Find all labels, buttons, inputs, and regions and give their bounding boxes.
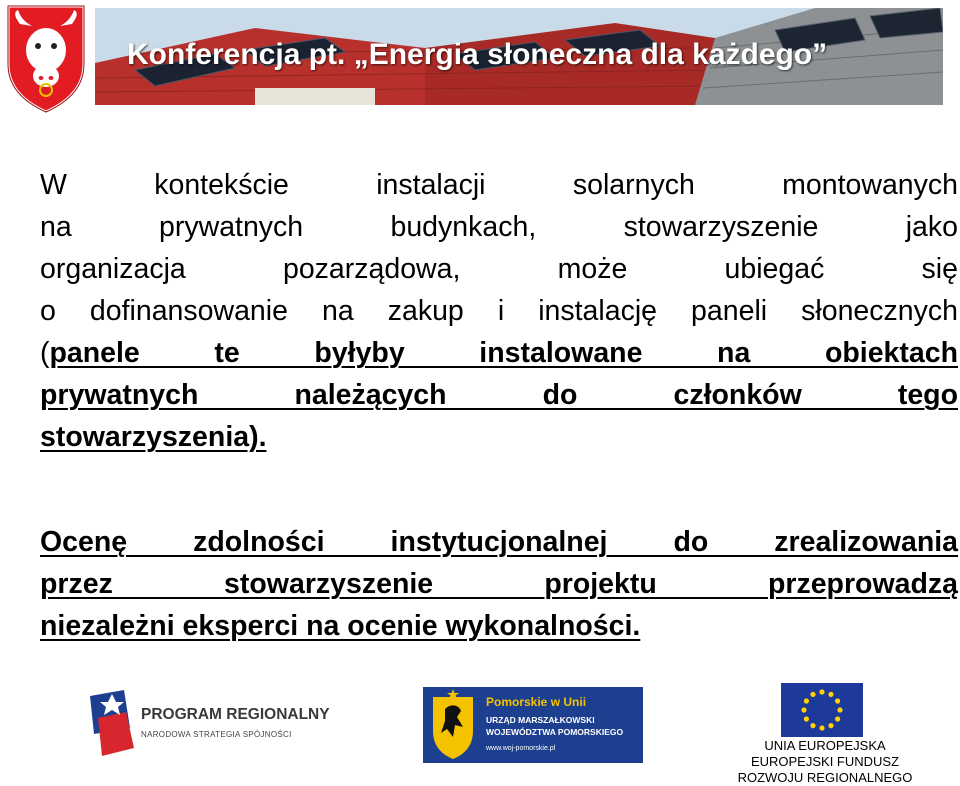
text-line: W kontekście instalacji solarnych montowanych [40,169,958,201]
pomorskie-office-line1: URZĄD MARSZAŁKOWSKI [486,715,595,725]
text-line-emphasis: Ocenę zdolności instytucjonalnej do zrealizowania [40,526,958,558]
paragraph-institutional-assessment [40,521,958,647]
eu-line2: EUROPEJSKI FUNDUSZ [750,754,900,769]
program-regionalny-title: PROGRAM REGIONALNY [141,706,330,723]
text-line-emphasis [40,416,958,458]
coat-of-arms-logo [2,2,90,114]
griffin-shield-icon [423,687,483,763]
program-regionalny-logo [84,688,344,764]
pomorskie-title: Pomorskie w Unii [486,695,587,709]
program-regionalny-subtitle: NARODOWA STRATEGIA SPÓJNOŚCI [141,730,292,739]
eu-line1: UNIA EUROPEJSKA [764,738,886,753]
text-line-emphasis: prywatnych należących do członków tego [40,379,958,411]
header-banner [95,8,943,105]
emphasis-text: panele te byłyby instalowane na obiektach [49,337,958,369]
pomorskie-office-line2: WOJEWÓDZTWA POMORSKIEGO [486,727,624,737]
emphasis-text: stowarzyszenia). [40,421,267,453]
page-title: Konferencja pt. „Energia słoneczna dla każdego” [127,38,828,71]
pomorskie-w-unii-logo [423,687,643,763]
eu-fund-label [730,738,920,786]
text-line: organizacja pozarządowa, może ubiegać się [40,253,958,285]
program-regionalny-emblem-icon [84,688,140,764]
pomorskie-url: www.woj-pomorskie.pl [486,745,556,752]
eu-line3: ROZWOJU REGIONALNEGO [737,770,913,785]
open-parenthesis: ( [40,337,50,369]
text-line-emphasis: przez stowarzyszenie projektu przeprowadzą [40,568,958,600]
text-line: na prywatnych budynkach, stowarzyszenie jako [40,211,958,243]
text-line-emphasis [40,605,958,647]
eu-flag-icon [781,683,863,737]
text-line: o dofinansowanie na zakup i instalację paneli słonecznych [40,295,958,327]
text-line-emphasis [40,332,958,374]
emphasis-text: niezależni eksperci na ocenie wykonalności. [40,610,641,642]
paragraph-solar-installations [40,164,958,458]
